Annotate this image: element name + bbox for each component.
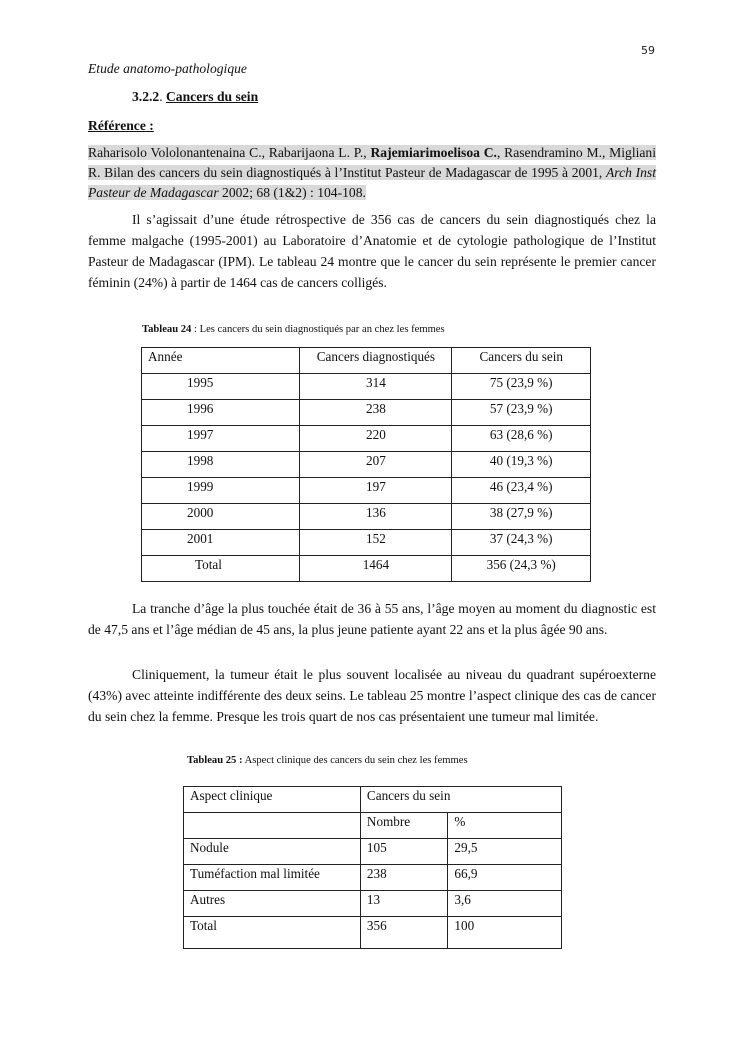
table-header-row [184,787,562,813]
paragraph-text: Cliniquement, la tumeur était le plus souvent localisée au niveau du quadrant supéroexterne (43%) avec atteinte indifférente des deux seins. Le tableau 25 montre l’aspect clinique des cas de cancer du sein chez la femme. Presque les trois quart de nos cas présentaient une tumeur mal limitée. [88,667,656,724]
cell-total-breast: 356 (24,3 %) [452,556,591,582]
reference-authors: Raharisolo Vololonantenaina C., Rabarijaona L. P., [88,145,371,160]
cell-aspect: Nodule [184,839,361,865]
reference-label [88,118,154,134]
table-row [184,865,562,891]
header-cancers-du-sein: Cancers du sein [452,348,591,374]
paragraph-clinical-aspect [88,664,656,727]
cell-breast: 75 (23,9 %) [452,374,591,400]
table-row [142,530,591,556]
cell-count: 238 [360,865,447,891]
table-subheader-row [184,813,562,839]
header-cancers-diagnostiques: Cancers diagnostiqués [300,348,452,374]
cell-count: 105 [360,839,447,865]
cell-diagnosed: 207 [300,452,452,478]
cell-breast: 38 (27,9 %) [452,504,591,530]
cell-total-label: Total [142,556,300,582]
table25-caption-label: Tableau 25 : [187,755,243,766]
table-row [142,400,591,426]
table25-caption [187,755,468,766]
section-title: Cancers du sein [165,89,259,104]
table-row [142,426,591,452]
table-header-row [142,348,591,374]
paragraph-age-distribution [88,598,656,640]
header-aspect-clinique: Aspect clinique [184,787,361,813]
table-row [184,839,562,865]
cell-year: 2000 [142,504,300,530]
cell-year: 1995 [142,374,300,400]
table-row [142,504,591,530]
table-row [142,374,591,400]
table24-caption-label: Tableau 24 [142,324,192,335]
reference-author-highlighted: Rajemiarimoelisoa C. [370,145,497,160]
cell-aspect: Tuméfaction mal limitée [184,865,361,891]
cell-diagnosed: 238 [300,400,452,426]
cell-total-diagnosed: 1464 [300,556,452,582]
header-empty [184,813,361,839]
reference-citation [88,143,656,203]
cell-breast: 63 (28,6 %) [452,426,591,452]
cell-breast: 37 (24,3 %) [452,530,591,556]
cell-percent: 66,9 [448,865,562,891]
cell-year: 1999 [142,478,300,504]
cell-diagnosed: 152 [300,530,452,556]
reference-journal: Arch Inst Pasteur de Madagascar [88,165,656,200]
cell-year: 1997 [142,426,300,452]
cell-total-percent: 100 [448,917,562,949]
section-number: 3.2.2 [132,89,160,104]
reference-label-text: Référence [88,118,146,133]
reference-volume-pages: 2002; 68 (1&2) : 104-108. [218,185,366,200]
cell-diagnosed: 314 [300,374,452,400]
section-heading [132,89,258,105]
cell-aspect: Autres [184,891,361,917]
header-nombre: Nombre [360,813,447,839]
table-total-row [142,556,591,582]
cell-year: 1996 [142,400,300,426]
table-row [184,891,562,917]
cell-diagnosed: 197 [300,478,452,504]
cell-percent: 29,5 [448,839,562,865]
header-cancers-du-sein: Cancers du sein [360,787,561,813]
cell-year: 1998 [142,452,300,478]
header-percent: % [448,813,562,839]
paragraph-text: La tranche d’âge la plus touchée était de 36 à 55 ans, l’âge moyen au moment du diagnostic est de 47,5 ans et l’âge médian de 45 ans, la plus jeune patiente ayant 22 ans et la plus âgée 90 ans. [88,601,656,637]
section-separator: . [159,89,166,104]
paragraph-study-description [88,209,656,293]
reference-title: , Rasendramino M., Migliani R. Bilan des cancers du sein diagnostiqués à l’Institut Pasteur de Madagascar de 1995 à 2001, [88,145,656,180]
table-row [142,478,591,504]
table-row [142,452,591,478]
table-total-row [184,917,562,949]
cell-breast: 40 (19,3 %) [452,452,591,478]
table-25-clinical-aspect [183,786,562,949]
cell-year: 2001 [142,530,300,556]
cell-percent: 3,6 [448,891,562,917]
table24-caption-text: : Les cancers du sein diagnostiqués par an chez les femmes [191,324,445,335]
table24-caption [142,324,445,335]
cell-total-count: 356 [360,917,447,949]
table25-caption-text: Aspect clinique des cancers du sein chez les femmes [242,755,468,766]
paragraph-text: Il s’agissait d’une étude rétrospective de 356 cas de cancers du sein diagnostiqués chez la femme malgache (1995-2001) au Laboratoire d’Anatomie et de cytologie pathologique de l’Institut Pasteur de Madagascar (IPM). Le tableau 24 montre que le cancer du sein représente le premier cancer féminin (24%) à partir de 1464 cas de cancers colligés. [88,212,656,290]
cell-breast: 46 (23,4 %) [452,478,591,504]
cell-count: 13 [360,891,447,917]
cell-breast: 57 (23,9 %) [452,400,591,426]
reference-highlight [88,145,656,200]
reference-label-colon: : [145,118,154,133]
running-head: Etude anatomo-pathologique [88,61,247,76]
page-number: 59 [641,44,655,57]
cell-diagnosed: 136 [300,504,452,530]
cell-diagnosed: 220 [300,426,452,452]
header-annee: Année [142,348,300,374]
table-24-cancers-by-year [141,347,591,582]
cell-total-label: Total [184,917,361,949]
